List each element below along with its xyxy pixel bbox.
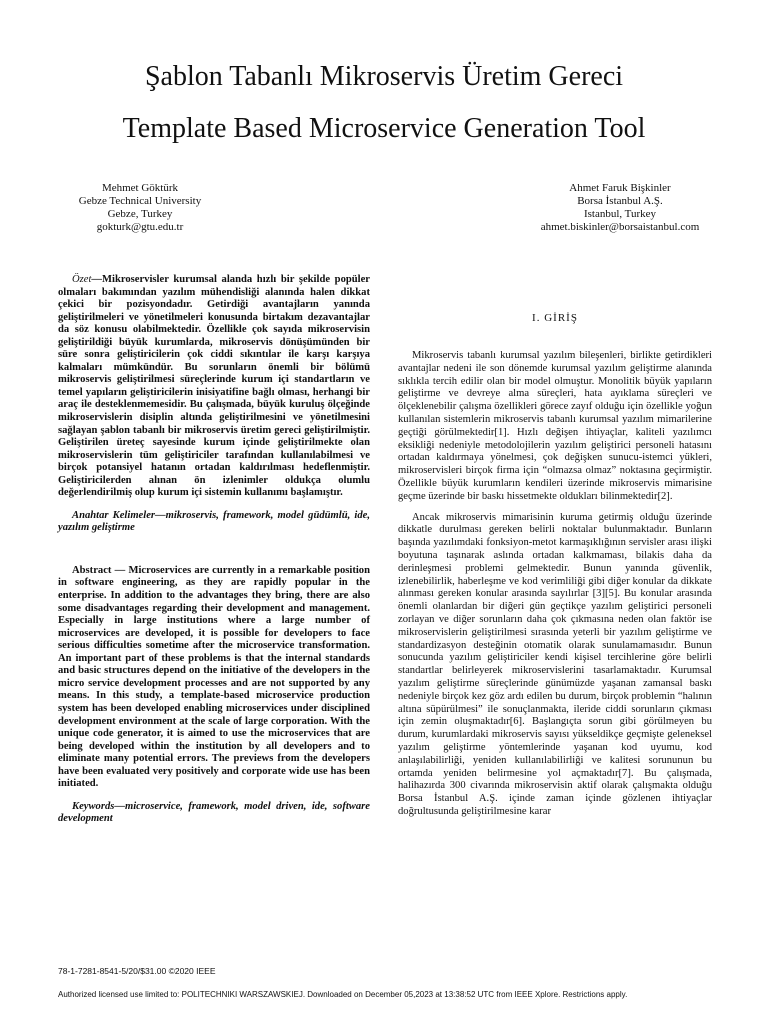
author-affiliation: Borsa İstanbul A.Ş. [577, 195, 663, 207]
ozet-paragraph [58, 274, 370, 500]
author-email: ahmet.biskinler@borsaistanbul.com [540, 221, 700, 233]
author-affiliation: Gebze Technical University [78, 195, 202, 207]
body-paragraph-1: Mikroservis tabanlı kurumsal yazılım bileşenleri, birlikte getirdikleri avantajlar nedeni ile son dönemde kurumsal yazılım geliştirme alanında sıklıkla tercih edilir olan bir model olmuştur. Monolitik büyük yapıların geliştirme ve devreye alma süreçleri, hata ayıklama süreçleri ve ölçeklenebilir çalışma özellikleri görece zayıf olduğu için özellikle yoğun kullanılan sistemlerin mikroservis tabanlı kurumsal yazılım mimarilerine geçtiği görülmektedir[1]. Hızlı değişen ihtiyaçlar, kaliteli yazılımcı eksikliği nedeniyle metodolojilerin yazılım geliştirici personeli hatasını ortadan kaldırmaya yönelmesi, çok değişken sunucu-istemci yükleri, mikroservisleri birçok firma için “olmazsa olmaz” noktasına geçirmiştir. Özellikle büyük kurumların kendileri üzerinde mikroservis mimarisine geçme üzerinde bir baskı hissetmekte oldukları bilinmektedir[2]. [398, 350, 712, 502]
ozet-text: —Mikroservisler kurumsal alanda hızlı bir şekilde popüler olmaları bakımından yazılım mühendisliği alanında halen dikkat çekici bir pozisyondadır. Getirdiği avantajların yanında geliştirilmeleri ve yönetilmeleri konusunda birtakım dezavantajlar da söz konusu olabilmektedir. Özellikle çok sayıda mikroservisin geliştirildiği büyük kurumlarda, mikroservis dönüşümünden bir süre sonra geliştiricilerin çok ciddi sıkıntılar ile karşı karşıya kalmaları mümkündür. Bu sorunların önemli bir bölümü mikroservis geliştirilmesi süreçlerinde kurum içi standartların ve temel yapıların geliştiricilerin inisiyatifine bağlı olması, herhangi bir araç ile desteklenmemesidir. Bu çalışmada, büyük kuruluş ölçeğinde mikroservislerin disiplin altında geliştirilmesini ve yönetilmesini sağlayan şablon tabanlı bir mikroservis üretim gereci geliştirilmiştir. Geliştirilen üreteç sayesinde kurum içinde geliştirilmekte olan mikroservislerin tüm geliştiriciler tarafından kullanılabilmesi ve birçok potansiyel hatanın ortadan kaldırılması hedeflenmiştir. Geliştiricilerden alınan ön izlenimler oldukça olumlu değerlendirilmiş olup kurum içi sistemin kullanımı başlamıştır. [58, 274, 370, 499]
license-notice: Authorized licensed use limited to: POLITECHNIKI WARSZAWSKIEJ. Downloaded on December 05,2023 at 13:38:52 UTC from IEEE Xplore. Restrictions apply. [58, 990, 628, 999]
title-english: Template Based Microservice Generation Tool [122, 113, 646, 144]
title-turkish: Şablon Tabanlı Mikroservis Üretim Gereci [144, 61, 624, 92]
author-location: Gebze, Turkey [107, 208, 173, 220]
left-column [58, 274, 370, 826]
abstract-paragraph: Abstract — Microservices are currently in a remarkable position in software engineering, as they are rapidly popular in the enterprise. In addition to the advantages they bring, there are also some disadvantages regarding their development and management. Especially in large institutions where a large number of microservices are developed, it is possible for developers to face serious difficulties sometime after the microservice transformation. An important part of these problems is that the internal standards and basic structures depend on the initiative of the developers in the micro service development processes and are not supported by any means. In this study, a template-based microservice production system has been developed enabling microservices under disciplined development environment at the scale of large corporation. With the unique code generator, it is aimed to use the microservices that are being developed within the institution by all developers and to eliminate many potential errors. The previews from the developers have been evaluated very positively and corporate wide use has been initiated. [58, 564, 370, 790]
author-name: Ahmet Faruk Bişkinler [569, 182, 671, 194]
author-location: Istanbul, Turkey [583, 208, 657, 220]
body-paragraph-2: Ancak mikroservis mimarisinin kuruma getirmiş olduğu üzerinde dikkatle durulması gereken belirli noktalar bulunmaktadır. Bunların başında yazılımdaki fonksiyon-metot karmaşıklığının servisler arası ilişki boyutuna taşınarak aslında ortadan kalkmaması, bilakis daha da derinleşmesi problemi gelmektedir. Bunun yanında güvenlik, izlenebilirlik, haberleşme ve kod verimliliği gibi diğer konular da dikkate alınması gereken konular arasında sayılırlar [3][5]. Bu konular arasında önemli olanlardan bir diğeri gün geçtikçe yazılım geliştirici personeli zorlayan ve diğer sorunların daha çok çıkmasına neden olan faktör ise mikroservislerin geliştirilmesi sırasında yeterli bir yazılım geliştirme ve standardizasyon desteğinin otomatik olarak sunulamamasıdır. Bunun sonucunda yazılım geliştiriciler kendi kişisel tercihlerine göre belirli standartlar belirleyerek mikroservislerini tasarlamaktadır. Kurumsal yazılım geliştirme süreçlerinde günümüzde yaşanan zamansal baskı nedeniyle birçok kez göz ardı edilen bu durum, birçok problemin “halının altına süpürülmesi” ile sonuçlanmakta, ileride ciddi sorunların çıkması için zemin oluşmaktadır[6]. Başlangıçta sorun gibi görülmeyen bu durum, kurumlardaki mikroservis sayısı yükseldikçe geçmişte geleneksel yazılım geliştirme yöntemlerinde yaşanan kod uyumu, kod anlaşılabilirliği, yeniden kullanılabilirliği ve kalitesi sorununun bu ortamda yeniden belirmesine yol açmaktadır[7]. Bu çalışmada, halihazırda 300 civarında mikroservisin aktif olarak çalışmakta olduğu Borsa İstanbul A.Ş. içinde zaman içinde gözlenen ihtiyaçlar doğrultusunda geliştirilmesine karar [398, 511, 712, 817]
copyright-line: 78-1-7281-8541-5/20/$31.00 ©2020 IEEE [58, 966, 216, 976]
section-heading-giris: I. GİRİŞ [532, 312, 578, 324]
ozet-label: Özet [72, 274, 92, 285]
author-block-1 [20, 182, 260, 234]
author-name: Mehmet Göktürk [101, 182, 179, 194]
keywords: Keywords—microservice, framework, model driven, ide, software development [58, 800, 370, 825]
author-email: gokturk@gtu.edu.tr [96, 221, 184, 233]
author-block-2 [500, 182, 740, 234]
right-column [398, 350, 712, 819]
anahtar-kelimeler: Anahtar Kelimeler—mikroservis, framework, model güdümlü, ide, yazılım geliştirme [58, 509, 370, 534]
